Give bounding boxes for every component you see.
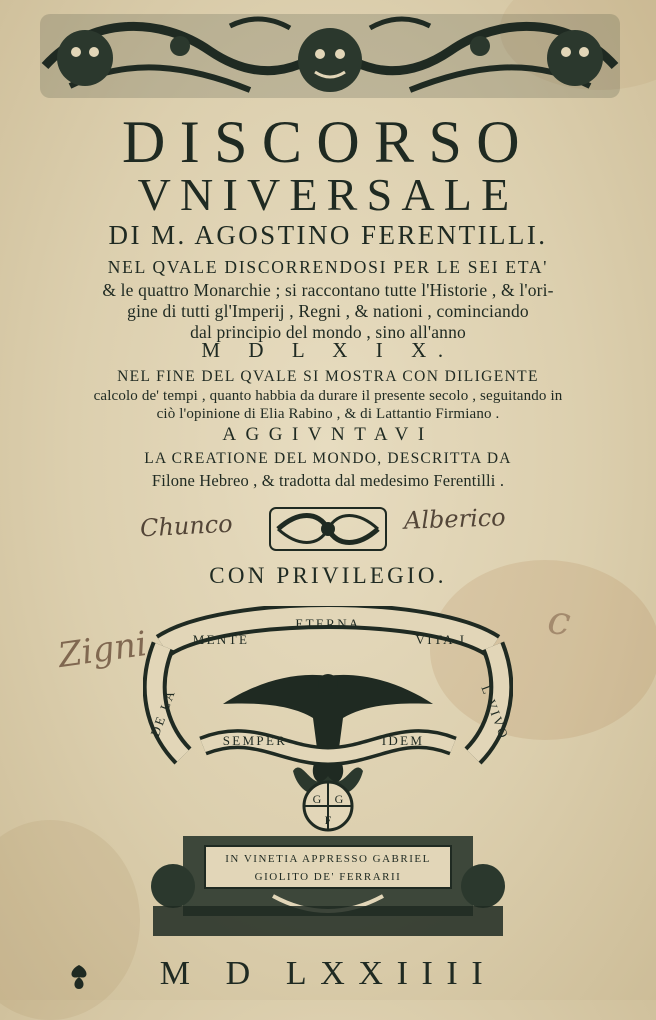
- subtitle-caps-line: NEL FINE DEL QVALE SI MOSTRA CON DILIGENTE: [117, 368, 539, 385]
- ribbon-mid-right-text: IDEM: [381, 733, 425, 748]
- svg-text:G: G: [334, 792, 344, 806]
- subtitle-line: calcolo de' tempi , quanto habbia da durare il presente secolo , seguitando in: [93, 388, 563, 404]
- svg-text:F: F: [324, 813, 332, 827]
- ribbon-left-lower-text: DE LA: [147, 686, 179, 739]
- author-line: DI M. AGOSTINO FERENTILLI.: [108, 220, 548, 250]
- margin-handwriting: Zigni: [55, 623, 150, 677]
- ribbon-top-text: ETERNA: [295, 616, 361, 631]
- subtitle-line: dal principio del mondo , sino all'anno: [190, 322, 466, 342]
- added-line: Filone Hebreo , & tradotta dal medesimo Ferentilli .: [151, 471, 505, 490]
- subtitle-caps-line: NEL QVALE DISCORRENDOSI PER LE SEI ETA': [107, 257, 549, 277]
- imprint-line-1: IN VINETIA APPRESSO GABRIEL: [225, 853, 431, 865]
- mask-right-icon: [547, 30, 603, 86]
- fleuron-ornament: [268, 506, 388, 552]
- subtitle-line: & le quattro Monarchie ; si raccontano tutte l'Historie , & l'ori-: [102, 280, 554, 300]
- mask-left-icon: [57, 30, 113, 86]
- svg-text:G: G: [312, 792, 322, 806]
- headpiece-ornament: [30, 6, 630, 106]
- added-heading: AGGIVNTAVI: [222, 424, 434, 445]
- ribbon-left-text: MENTE: [192, 632, 250, 647]
- printers-device: [143, 606, 513, 946]
- imprint-line-2: GIOLITO DE' FERRARII: [254, 871, 402, 883]
- privilege-line: CON PRIVILEGIO.: [209, 563, 447, 588]
- ribbon-mid-left-text: SEMPER: [222, 733, 288, 748]
- title-line-1: DISCORSO: [122, 109, 534, 175]
- title-line-2: VNIVERSALE: [137, 169, 519, 220]
- handwritten-signature-left: Chunco: [139, 509, 234, 543]
- subtitle-line: ciò l'opinione di Elia Rabino , & di Lattantio Firmiano .: [156, 406, 500, 422]
- subtitle-line: gine di tutti gl'Imperij , Regni , & nationi , cominciando: [127, 301, 529, 321]
- imprint-year: M D LXXIIII: [159, 955, 497, 992]
- margin-handwriting-right: c: [544, 596, 574, 646]
- handwritten-signature-right: Alberico: [403, 503, 507, 535]
- ribbon-right-lower-text: L VIVO: [478, 683, 513, 742]
- subtitle-year: M D L X I X.: [201, 338, 455, 362]
- mask-center-icon: [298, 28, 362, 92]
- ribbon-right-text: VITA I: [415, 632, 467, 647]
- added-caps-line: LA CREATIONE DEL MONDO, DESCRITTA DA: [144, 450, 512, 467]
